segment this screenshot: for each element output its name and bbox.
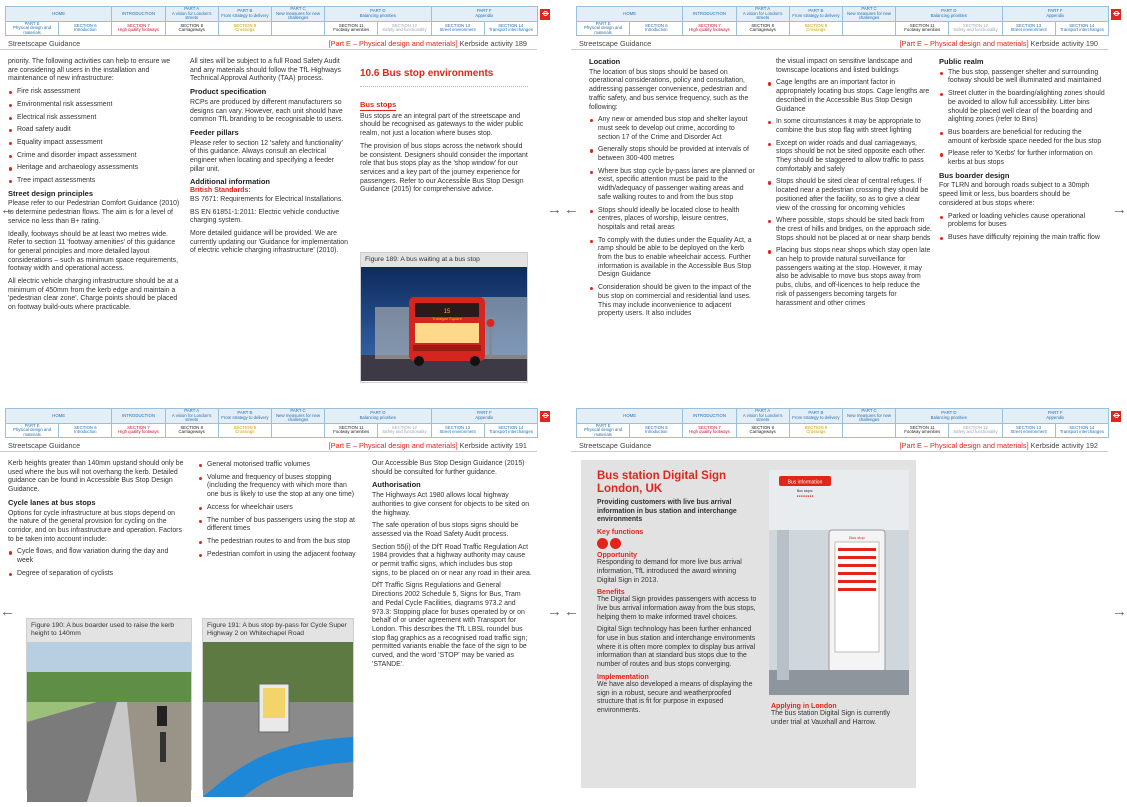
page-191 [0, 402, 562, 790]
nav-section-7[interactable]: SECTION 7 High quality footways [112, 423, 165, 438]
list-item: Equality impact assessment [8, 139, 180, 148]
nav-part-d[interactable]: PART D Balancing priorities [325, 7, 431, 22]
nav-part-b[interactable]: PART B From strategy to delivery [789, 7, 842, 22]
nav-section-6[interactable]: SECTION 6 Introduction [630, 21, 683, 36]
nav-section-8[interactable]: SECTION 8 Carriageways [165, 21, 218, 36]
page-190 [564, 0, 1127, 388]
running-header [571, 37, 1108, 50]
location-list [589, 116, 757, 319]
nav-part-d[interactable]: PART D Balancing priorities [896, 7, 1002, 22]
heading: Feeder pillars [190, 127, 239, 137]
next-page-arrow[interactable]: → [547, 603, 562, 620]
paragraph: Digital Sign technology has been further enhanced for use in bus station and interchange environments where it is often more complex to display bus arrival information than at standard bus stops due to the number of routes and bus stops converging. [597, 626, 756, 669]
nav-section-13[interactable]: SECTION 13 Street environment [1002, 21, 1055, 36]
list-item: Where bus stop cycle by-pass lanes are planned or exist, specific attention must be paid to the width/adequacy of passenger waiting areas and safe walking routes to and from the bus stop [589, 168, 757, 203]
cycle-bypass-photo [203, 642, 353, 797]
list-item: Street clutter in the boarding/alighting zones should be avoided to allow full accessibility. Litter bins should be placed well clear of the boarding and alighting zones (refer to Bins) [939, 90, 1105, 125]
list-item: The pedestrian routes to and from the bus stop [198, 538, 358, 547]
bus-body [409, 297, 485, 366]
paragraph: Ideally, footways should be at least two metres wide. Refer to section 11 'footway amenities' of this guidance for general principles and more detailed layout considerations – such as minimum space requirements, footway width and operational access. [8, 230, 179, 273]
section-nav [5, 408, 538, 438]
nav-section-8[interactable]: SECTION 8 Carriageways [736, 423, 789, 438]
list-item: General motorised traffic volumes [198, 461, 358, 470]
heading: Street design principles [8, 188, 94, 198]
list-item: The number of bus passengers using the stop at different times [198, 517, 358, 534]
column-2 [190, 58, 350, 260]
heading: Product specification [190, 87, 267, 97]
nav-home[interactable]: HOME [577, 7, 683, 22]
figure-191 [202, 618, 354, 790]
nav-section-13[interactable]: SECTION 13 Street environment [431, 21, 484, 36]
boarder-list [939, 213, 1105, 243]
nav-section-10[interactable]: SECTION 10 Kerbside activity [271, 423, 324, 438]
nav-section-7[interactable]: SECTION 7 High quality footways [112, 21, 165, 36]
list-item: Stops should be sited clear of central refuges. If located near a pedestrian crossing they should be positioned after the facility, so as to give a clear view of the crossing for oncoming vehicles [767, 178, 932, 213]
key-function-icons [597, 538, 757, 549]
list-item: Stops should ideally be located close to health centres, places of worship, leisure centres, hospitals and retail areas [589, 207, 757, 233]
paragraph: The provision of bus stops across the network should be consistent. Designers should consider the important role that bus stops play as the 'shop window' for our services and a key part of the journey experience for passengers. Refer to our Accessible Bus Stop Design Guidance (2015) for comprehensive advice. [360, 142, 528, 194]
part-title: [Part E – Physical design and materials] Kerbside activity 190 [899, 39, 1098, 48]
nav-part-a[interactable]: PART A A vision for London's streets [165, 409, 218, 424]
page-189 [0, 0, 562, 388]
section-title: 10.6 Bus stop environments [360, 68, 494, 79]
nav-home[interactable]: HOME [6, 7, 112, 22]
nav-section-6[interactable]: SECTION 6 Introduction [630, 423, 683, 438]
tfl-roundel-icon [1111, 9, 1121, 20]
nav-section-13[interactable]: SECTION 13 Street environment [431, 423, 484, 438]
list-item: Volume and frequency of buses stopping (including the frequency with which more than one bus is likely to use the stop at any one time) [198, 474, 358, 500]
nav-part-e[interactable]: PART E Physical design and materials [6, 423, 59, 438]
paragraph: Responding to demand for more live bus arrival information, TfL introduced the award winning Digital Sign in 2013. [597, 559, 742, 584]
svg-text:Trafalgar Square: Trafalgar Square [432, 316, 462, 322]
heading: Bus stops [360, 100, 397, 109]
bus-at-night-photo [361, 267, 527, 381]
nav-part-b[interactable]: PART B From strategy to delivery [789, 409, 842, 424]
figure-189 [360, 252, 528, 383]
nav-introduction[interactable]: INTRODUCTION [683, 409, 736, 424]
nav-part-e[interactable]: PART E Physical design and materials [577, 21, 630, 36]
nav-section-6[interactable]: SECTION 6 Introduction [59, 21, 112, 36]
next-page-arrow[interactable]: → [1112, 201, 1127, 218]
nav-section-11[interactable]: SECTION 11 Footway amenities [325, 21, 378, 36]
figure-190 [26, 618, 192, 790]
nav-section-13[interactable]: SECTION 13 Street environment [1002, 423, 1055, 438]
running-header [571, 439, 1108, 452]
applying-in-london [771, 703, 901, 727]
paragraph: BS EN 61851-1:2011: Electric vehicle conductive charging system. [190, 208, 340, 225]
factor-list-continued [198, 461, 358, 559]
nav-section-11[interactable]: SECTION 11 Footway amenities [325, 423, 378, 438]
nav-section-12[interactable]: SECTION 12 Safety and functionality [378, 21, 431, 36]
nav-section-10[interactable]: SECTION 10 Kerbside activity [842, 21, 895, 36]
list-item: Where possible, stops should be sited back from the crest of hills and bridges, on the approach side. Stops should not be placed at or near sharp bends [767, 217, 932, 243]
nav-section-12[interactable]: SECTION 12 Safety and functionality [949, 21, 1002, 36]
nav-part-d[interactable]: PART D Balancing priorities [896, 409, 1002, 424]
list-item: Any new or amended bus stop and shelter layout must seek to develop out crime, according to section 17 of the Crime and Disorder Act [589, 116, 757, 142]
nav-section-14[interactable]: SECTION 14 Transport interchanges [1055, 21, 1108, 36]
location-list-continued [767, 79, 932, 308]
nav-section-9[interactable]: SECTION 9 Crossings [789, 21, 842, 36]
column-2 [198, 460, 358, 563]
list-item: Electrical risk assessment [8, 114, 180, 123]
prev-page-arrow[interactable]: ← [0, 201, 15, 218]
paragraph: priority. The following activities can help to ensure we are considering all users in the installation and maintenance of new infrastructure: [8, 58, 171, 83]
heading: Opportunity [597, 552, 638, 560]
section-nav [576, 408, 1109, 438]
tfl-roundel-icon [540, 411, 550, 422]
nav-section-11[interactable]: SECTION 11 Footway amenities [896, 21, 949, 36]
list-item: Buses have difficulty rejoining the main traffic flow [939, 234, 1105, 243]
list-item: Tree impact assessments [8, 177, 180, 186]
column-2 [767, 58, 932, 312]
guide-title: Streetscape Guidance [8, 39, 81, 48]
nav-introduction[interactable]: INTRODUCTION [683, 7, 736, 22]
factor-list [8, 548, 186, 578]
paragraph: The Digital Sign provides passengers with access to live bus arrival information away from the bus stops, helping them to make informed travel choices. [597, 596, 757, 621]
nav-section-8[interactable]: SECTION 8 Carriageways [736, 21, 789, 36]
prev-page-arrow[interactable]: ← [0, 603, 15, 620]
next-page-arrow[interactable]: → [547, 201, 562, 218]
list-item: Pedestrian comfort in using the adjacent footway [198, 551, 358, 560]
part-title: [Part E – Physical design and materials] Kerbside activity 191 [328, 441, 527, 450]
subheading: British Standards: [190, 187, 251, 195]
paragraph: the visual impact on sensitive landscape and townscape locations and listed buildings [776, 58, 913, 74]
list-item: Bus boarders are beneficial for reducing the amount of kerbside space needed for the bus stop [939, 129, 1105, 146]
heading: Location [589, 57, 621, 66]
svg-text:15: 15 [443, 309, 451, 316]
assessment-list [8, 88, 180, 186]
nav-part-a[interactable]: PART A A vision for London's streets [736, 409, 789, 424]
nav-home[interactable]: HOME [6, 409, 112, 424]
nav-part-c[interactable]: PART C New measures for new challenges [842, 409, 895, 424]
list-item: To comply with the duties under the Equality Act, a ramp should be able to be deployed on the kerb from the bus to enable wheelchair access. Further information is available in the Accessible Bus Stop Design Guidance [589, 237, 757, 281]
paragraph: DfT Traffic Signs Regulations and General Directions 2002 Schedule 5, Signs for Bus, Tram and Pedal Cycle Facilities, diagrams 973.2 and 973.3: Stopping place for buses operated by or on behalf of or under agreement with Transport for London. This describes the TfL LBSL roundel bus stop flag graphics as a recognised road traffic sign; permitted variants enable the face of the sign to be curved, and the word 'STOP' may be varied as 'STANDE'. [372, 582, 528, 668]
next-page-arrow[interactable]: → [1112, 603, 1127, 620]
tfl-roundel-icon [540, 9, 550, 20]
list-item: Fire risk assessment [8, 88, 180, 97]
heading: Cycle lanes at bus stops [8, 497, 96, 507]
guide-title: Streetscape Guidance [8, 441, 81, 450]
running-header [0, 37, 537, 50]
paragraph: All electric vehicle charging infrastructure should be at a minimum of 450mm from the kerb edge and maintain a 'pedestrian clear zone'. Charge points should be placed on footway build-outs where practicable. [8, 278, 179, 312]
column-1 [8, 58, 180, 317]
nav-section-8[interactable]: SECTION 8 Carriageways [165, 423, 218, 438]
section-nav [576, 6, 1109, 36]
figure-caption: Figure 190: A bus boarder used to raise the kerb height to 140mm [27, 619, 191, 642]
information-icon [610, 538, 621, 549]
nav-section-10[interactable]: SECTION 10 Kerbside activity [271, 21, 324, 36]
paragraph: Section 55(i) of the DfT Road Traffic Regulation Act 1984 provides that a highway authority may cause or permit traffic signs, which includes bus stop signs, to be placed on or near any road in their area. [372, 543, 532, 577]
nav-part-e[interactable]: PART E Physical design and materials [6, 21, 59, 36]
list-item: Road safety audit [8, 126, 180, 135]
nav-section-14[interactable]: SECTION 14 Transport interchanges [484, 423, 537, 438]
guide-title: Streetscape Guidance [579, 39, 652, 48]
heading: Bus boarder design [939, 170, 1010, 180]
heading: Benefits [597, 589, 625, 597]
case-study-title: Bus station Digital Sign London, UK [597, 470, 727, 495]
paragraph: The location of bus stops should be based on operational considerations, policy and consultation, addressing passenger convenience, pedestrian and traffic safety, and bus service frequency, such as the following: [589, 68, 749, 111]
nav-part-e[interactable]: PART E Physical design and materials [577, 423, 630, 438]
nav-section-6[interactable]: SECTION 6 Introduction [59, 423, 112, 438]
svg-text:Bus information: Bus information [787, 479, 823, 486]
list-item: Environmental risk assessment [8, 101, 180, 110]
case-study-box [581, 460, 916, 788]
nav-part-a[interactable]: PART A A vision for London's streets [165, 7, 218, 22]
case-study-subtitle: Providing customers with live bus arrival information in bus station and interchange environments [597, 499, 737, 524]
divider [360, 86, 528, 87]
column-3 [360, 68, 528, 199]
paragraph: Please refer to section 12 'safety and functionality' of this guidance. Always consult an electrical engineer when locating and specifying a feeder pillar unit. [190, 139, 343, 173]
section-nav [5, 6, 538, 36]
nav-section-9[interactable]: SECTION 9 Crossings [218, 423, 271, 438]
heading: Authorisation [372, 480, 421, 490]
paragraph: Please refer to our Pedestrian Comfort Guidance (2010) to determine pedestrian flows. The aim is for a level of service no less than B+ rating. [8, 200, 180, 225]
nav-section-14[interactable]: SECTION 14 Transport interchanges [484, 21, 537, 36]
paragraph: Options for cycle infrastructure at bus stops depend on the nature of the general provision for cycling on the corridor, and on bus infrastructure and operation. Factors to be taken into account include: [8, 509, 182, 543]
nav-part-a[interactable]: PART A A vision for London's streets [736, 7, 789, 22]
prev-page-arrow[interactable]: ← [564, 201, 579, 218]
part-title: [Part E – Physical design and materials] Kerbside activity 192 [899, 441, 1098, 450]
heading: Applying in London [771, 703, 837, 710]
column-3 [372, 460, 532, 673]
guide-title: Streetscape Guidance [579, 441, 652, 450]
list-item: The bus stop, passenger shelter and surrounding footway should be well illuminated and maintained [939, 69, 1105, 86]
nav-part-c[interactable]: PART C New measures for new challenges [271, 409, 324, 424]
column-1 [8, 460, 186, 582]
part-title: [Part E – Physical design and materials] Kerbside activity 189 [328, 39, 527, 48]
nav-home[interactable]: HOME [577, 409, 683, 424]
bus-boarder-photo [27, 642, 191, 802]
nav-introduction[interactable]: INTRODUCTION [112, 409, 165, 424]
nav-section-7[interactable]: SECTION 7 High quality footways [683, 423, 736, 438]
nav-part-c[interactable]: PART C New measures for new challenges [842, 7, 895, 22]
paragraph: Our Accessible Bus Stop Design Guidance (2015) should be consulted for further guidance. [372, 460, 525, 476]
paragraph: For TLRN and borough roads subject to a 30mph speed limit or less, bus boarders should be considered at bus stops where: [939, 182, 1090, 207]
list-item: Generally stops should be provided at intervals of between 300-400 metres [589, 146, 757, 163]
list-item: Degree of separation of cyclists [8, 570, 186, 579]
list-item: Cycle flows, and flow variation during the day and week [8, 548, 186, 565]
nav-part-b[interactable]: PART B From strategy to delivery [218, 7, 271, 22]
nav-section-11[interactable]: SECTION 11 Footway amenities [896, 423, 949, 438]
list-item: In some circumstances it may be appropriate to combine the bus stop flag with street lighting [767, 118, 932, 135]
nav-introduction[interactable]: INTRODUCTION [112, 7, 165, 22]
nav-section-12[interactable]: SECTION 12 Safety and functionality [378, 423, 431, 438]
paragraph: More detailed guidance will be provided. We are currently updating our 'Guidance for implementation of electric vehicle charging infrastructure' (2010). [190, 229, 348, 255]
paragraph: The bus station Digital Sign is currently under trial at Vauxhall and Harrow. [771, 710, 891, 726]
running-header [0, 439, 537, 452]
heading: Implementation [597, 673, 649, 681]
nav-section-7[interactable]: SECTION 7 High quality footways [683, 21, 736, 36]
nav-section-9[interactable]: SECTION 9 Crossings [218, 21, 271, 36]
nav-part-f[interactable]: PART F Appendix [1002, 409, 1109, 424]
nav-section-14[interactable]: SECTION 14 Transport interchanges [1055, 423, 1108, 438]
list-item: Consideration should be given to the impact of the bus stop on commercial and residential land uses. This may include inconvenience to adjacent property users. It also includes [589, 284, 757, 319]
svg-text:●●●●●●●●: ●●●●●●●● [796, 494, 814, 498]
digital-sign-photo [769, 470, 909, 695]
svg-text:Bus stop: Bus stop [849, 535, 865, 540]
list-item: Crime and disorder impact assessment [8, 152, 180, 161]
paragraph: Bus stops are an integral part of the streetscape and should be recognised as gateways to the wider public realm, not just a location where buses stop. [360, 112, 524, 138]
paragraph: BS 7671: Requirements for Electrical Installations. [190, 195, 344, 203]
list-item: Heritage and archaeology assessments [8, 164, 180, 173]
tfl-roundel-icon [1111, 411, 1121, 422]
paragraph: The Highways Act 1980 allows local highway authorities to give consent for objects to be sited on the highway. [372, 492, 530, 517]
nav-part-c[interactable]: PART C New measures for new challenges [271, 7, 324, 22]
list-item: Except on wider roads and dual carriageways, stops should be not be sited opposite each other. They should be staggered to allow traffic to pass comfortably and safely [767, 140, 932, 175]
nav-part-f[interactable]: PART F Appendix [431, 7, 538, 22]
list-item: Parked or loading vehicles cause operational problems for buses [939, 213, 1105, 230]
prev-page-arrow[interactable]: ← [564, 603, 579, 620]
nav-section-12[interactable]: SECTION 12 Safety and functionality [949, 423, 1002, 438]
nav-section-10[interactable]: SECTION 10 Kerbside activity [842, 423, 895, 438]
paragraph: The safe operation of bus stops signs should be assessed via the Road Safety Audit process. [372, 522, 519, 538]
nav-part-f[interactable]: PART F Appendix [1002, 7, 1109, 22]
list-item: Please refer to 'Kerbs' for further information on kerbs at bus stops [939, 150, 1105, 167]
list-item: Placing bus stops near shops which stay open late can help to provide natural surveillance for passengers waiting at the stop. However, it may also be advisable to move bus stops away from pubs, clubs, and off-licences to help reduce the risk of passengers becoming targets for harassment and other crimes [767, 247, 932, 308]
nav-section-9[interactable]: SECTION 9 Crossings [789, 423, 842, 438]
heading: Additional information [190, 177, 270, 187]
paragraph: We have also developed a means of displaying the sign in a robust, secure and weatherproofed structure that is fit for purpose in exposed environments. [597, 680, 753, 714]
nav-part-d[interactable]: PART D Balancing priorities [325, 409, 431, 424]
figure-caption: Figure 189: A bus waiting at a bus stop [361, 253, 527, 267]
list-item: Cage lengths are an important factor in appropriately locating bus stops. Cage lengths are described in the Accessible Bus Stop Design Guidance [767, 79, 932, 114]
paragraph: RCPs are produced by different manufacturers so designs can vary. However, each unit should have common TfL branding to be recognisable to users. [190, 98, 344, 124]
case-study-text [597, 470, 757, 716]
list-item: Access for wheelchair users [198, 504, 358, 513]
public-realm-list [939, 69, 1105, 168]
paragraph: All sites will be subject to a full Road Safety Audit and any materials should follow the TfL Highways Technical Approval Authority (TAA) process. [190, 58, 341, 83]
nav-part-b[interactable]: PART B From strategy to delivery [218, 409, 271, 424]
column-3 [939, 58, 1105, 247]
paragraph: Kerb heights greater than 140mm upstand should only be used where the bus will not overhang the kerb. Detailed guidance can be found in Accessible Bus Stop Design Guidance. [8, 460, 184, 494]
heading: Key functions [597, 529, 644, 537]
accessibility-icon [597, 538, 608, 549]
figure-caption: Figure 191: A bus stop by-pass for Cycle Super Highway 2 on Whitechapel Road [203, 619, 353, 642]
page-192 [564, 402, 1127, 790]
column-1 [589, 58, 757, 323]
heading: Public realm [939, 57, 984, 66]
svg-text:Bus stops:: Bus stops: [796, 489, 814, 493]
nav-part-f[interactable]: PART F Appendix [431, 409, 538, 424]
